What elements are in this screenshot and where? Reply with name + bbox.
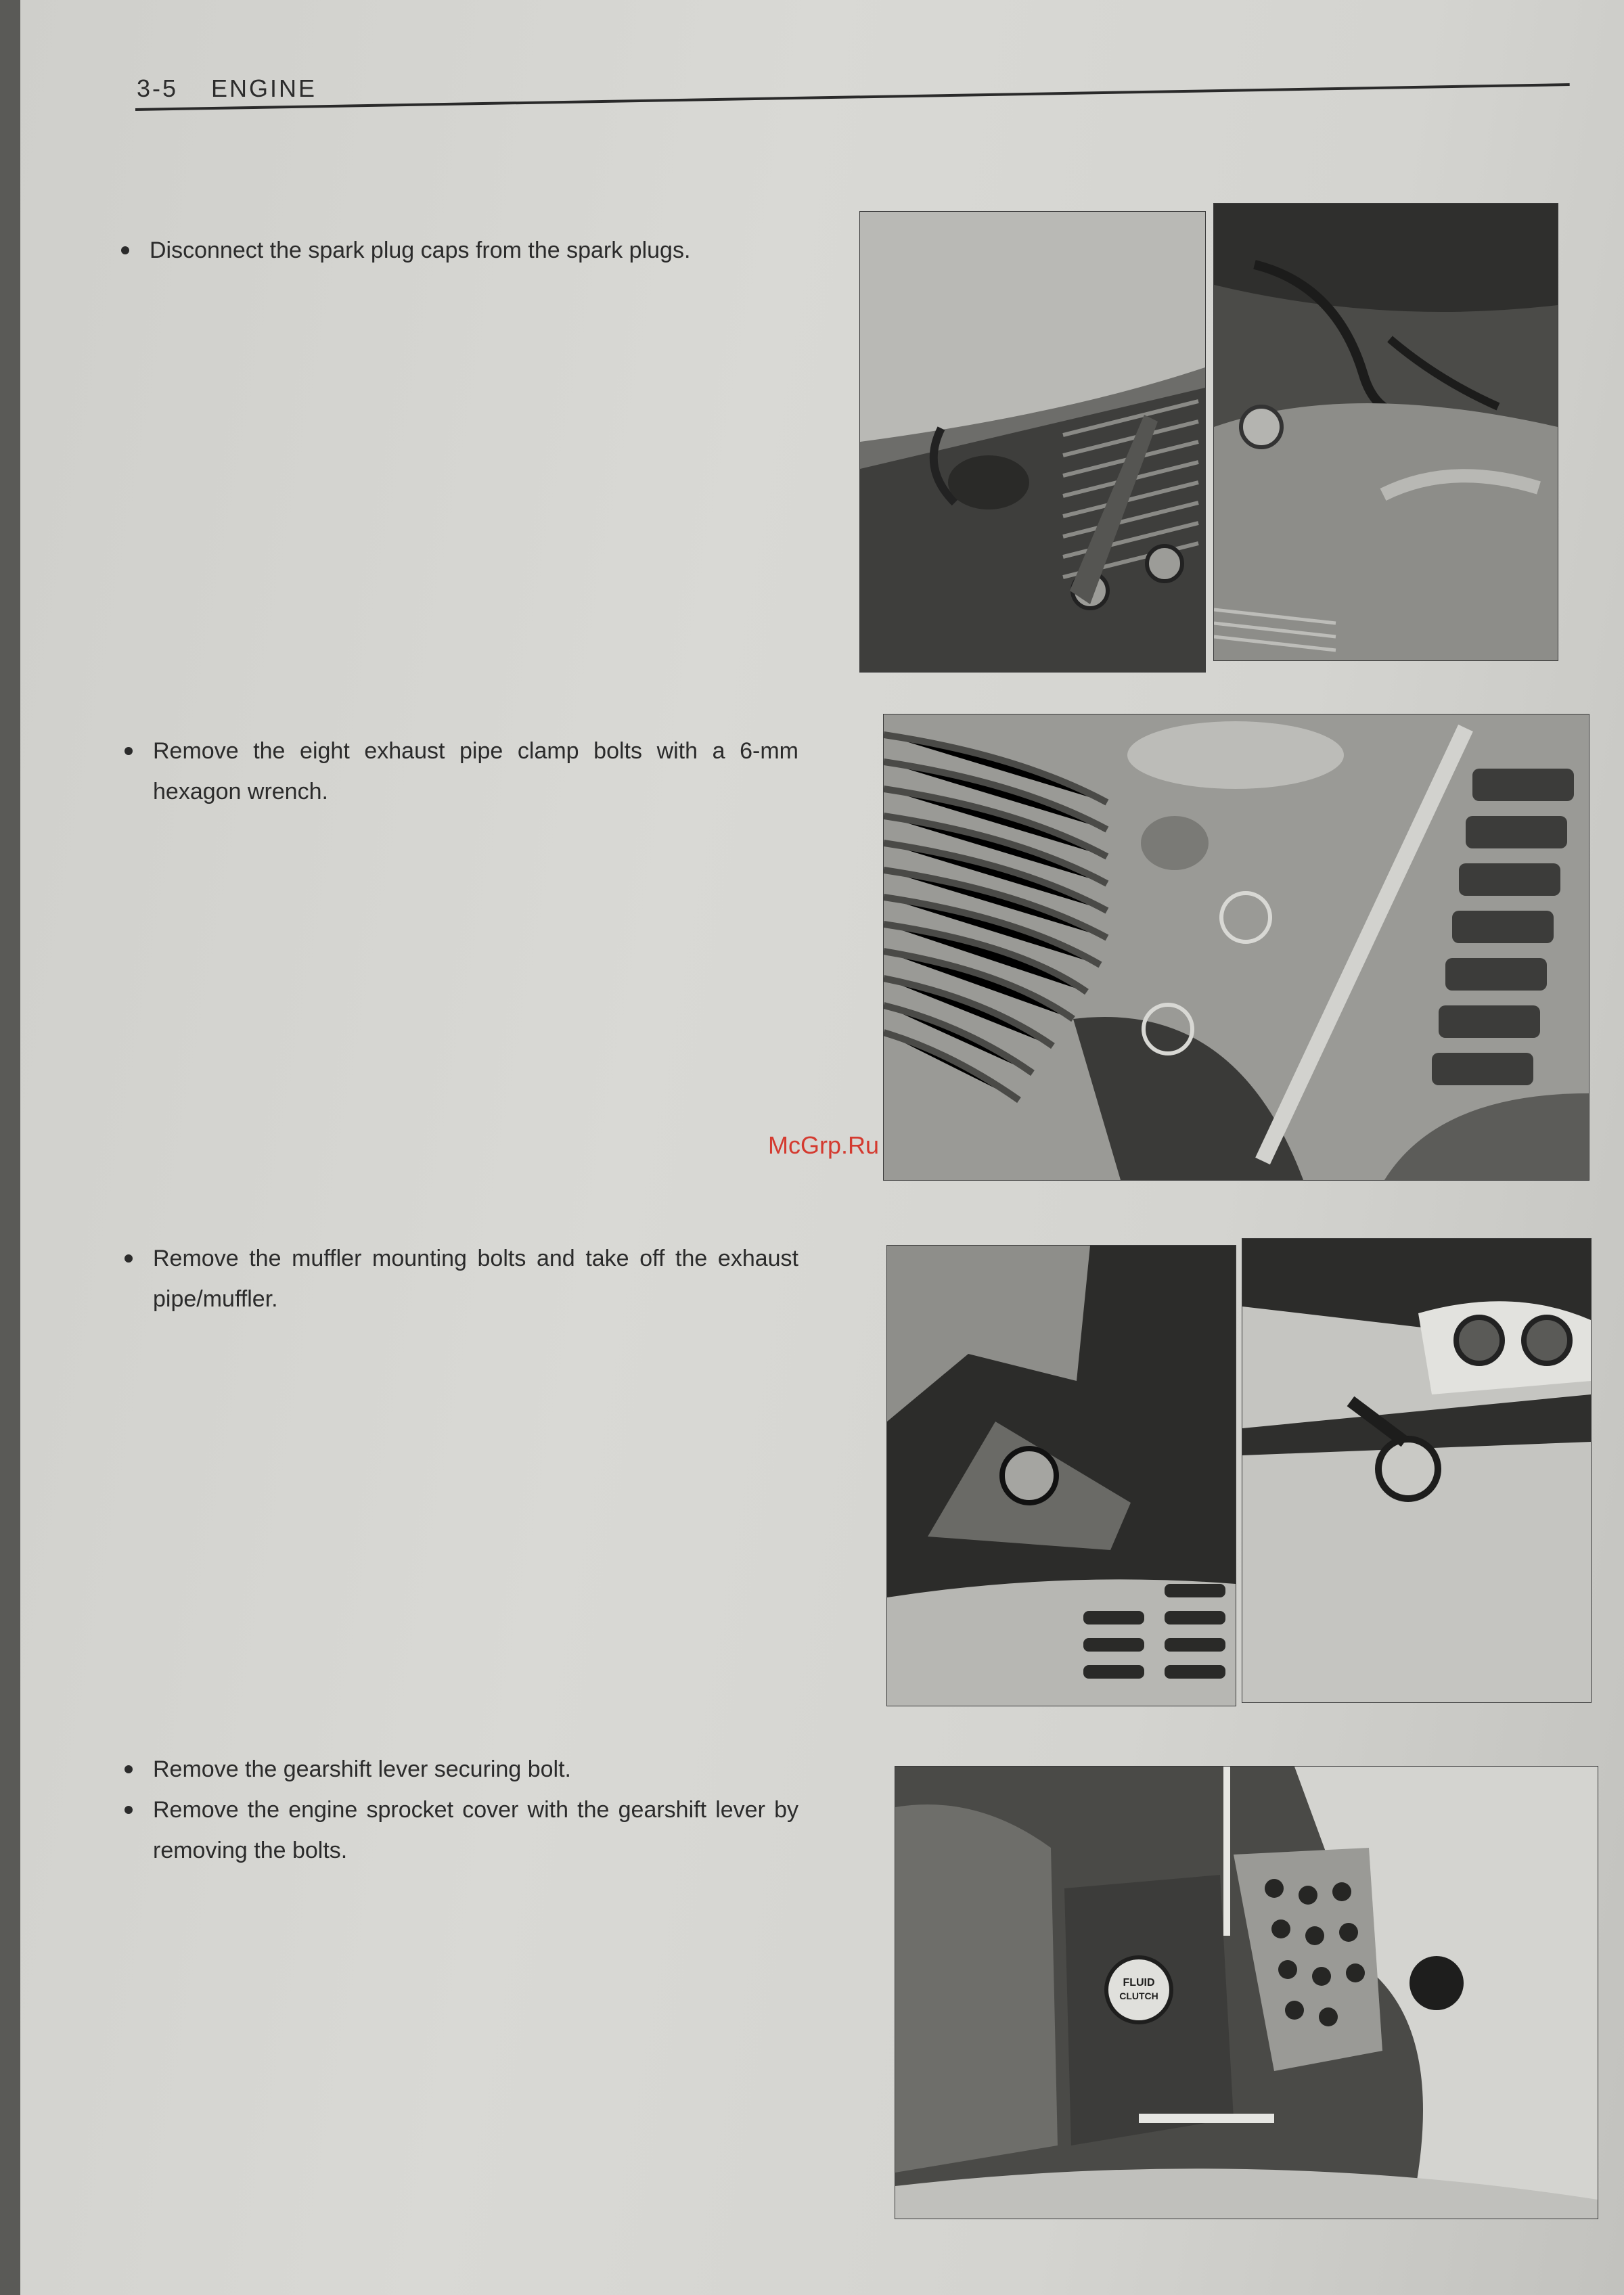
step-4-bullet-2: Remove the engine sprocket cover with the gearshift lever by removing the bolts. xyxy=(122,1790,798,1871)
photo-muffler-left xyxy=(886,1245,1236,1706)
page-header xyxy=(137,74,317,103)
step-4-text xyxy=(122,1749,798,1871)
photo-sprocket-cover xyxy=(895,1766,1598,2219)
step-1-bullet-1: Disconnect the spark plug caps from the spark plugs. xyxy=(118,230,795,271)
step-2-text xyxy=(122,731,798,812)
watermark: McGrp.Ru xyxy=(768,1131,880,1159)
manual-page xyxy=(20,0,1624,2295)
step-4-bullet-1: Remove the gearshift lever securing bolt. xyxy=(122,1749,798,1790)
section-title: ENGINE xyxy=(211,74,317,102)
section-number: 3-5 xyxy=(137,74,179,102)
header-rule xyxy=(135,83,1570,111)
decal-line-1: FLUID xyxy=(1123,1977,1155,1989)
step-3-text xyxy=(122,1238,798,1319)
decal-line-2: CLUTCH xyxy=(1119,1991,1158,2001)
photo-exhaust-clamp xyxy=(883,714,1589,1181)
photo-spark-plug-right xyxy=(1213,203,1558,661)
step-1-text xyxy=(118,230,795,271)
step-2-bullet-1: Remove the eight exhaust pipe clamp bolts with a 6-mm hexagon wrench. xyxy=(122,731,798,812)
step-3-bullet-1: Remove the muffler mounting bolts and take off the exhaust pipe/muffler. xyxy=(122,1238,798,1319)
photo-muffler-right xyxy=(1242,1238,1592,1703)
photo-spark-plug-left xyxy=(859,211,1206,673)
